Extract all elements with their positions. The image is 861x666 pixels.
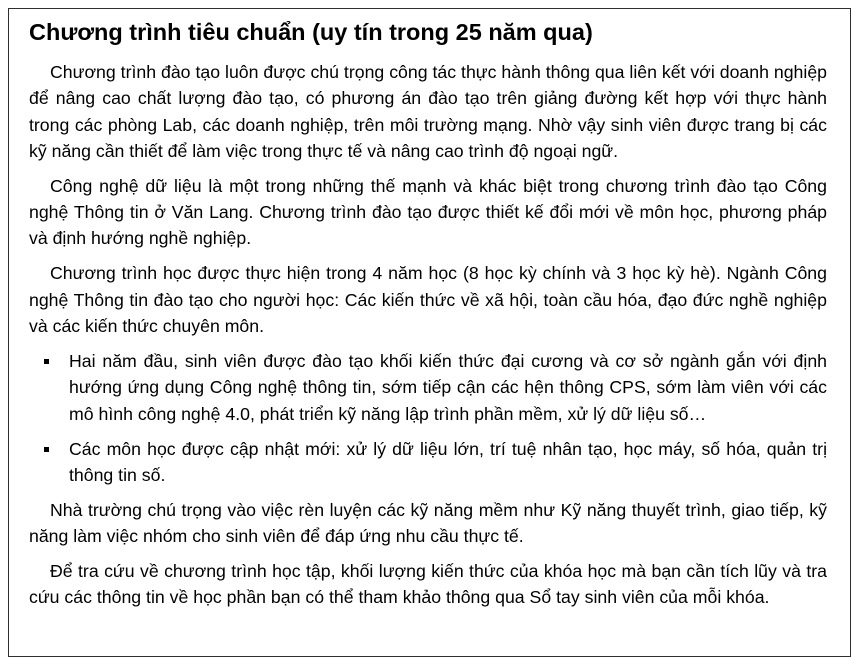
document-title: Chương trình tiêu chuẩn (uy tín trong 25 năm qua): [29, 19, 593, 45]
list-item-text: Hai năm đầu, sinh viên được đào tạo khối kiến thức đại cương và cơ sở ngành gắn với định hướng ứng dụng Công nghệ thông tin, sớm tiếp cận các hện thông CPS, sớm làm viên với các mô hình công nghệ 4.0, phát triển kỹ năng lập trình phần mềm, xử lý dữ liệu số…: [69, 351, 827, 424]
paragraph-practice: Chương trình đào tạo luôn được chú trọng công tác thực hành thông qua liên kết với doanh nghiệp để nâng cao chất lượng đào tạo, có phương án đào tạo trên giảng đường kết hợp với thực hành trong các phòng Lab, các doanh nghiệp, trên môi trường mạng. Nhờ vậy sinh viên được trang bị các kỹ năng cần thiết để làm việc trong thực tế và nâng cao trình độ ngoại ngữ.: [29, 62, 827, 161]
list-item: [29, 436, 827, 489]
square-bullet-icon: [44, 447, 49, 452]
square-bullet-icon: [44, 359, 49, 364]
paragraph-program-duration: Chương trình học được thực hiện trong 4 năm học (8 học kỳ chính và 3 học kỳ hè). Ngành Công nghệ Thông tin đào tạo cho người học: Các kiến thức về xã hội, toàn cầu hóa, đạo đức nghề nghiệp và các kiến thức chuyên môn.: [29, 263, 827, 337]
paragraph-soft-skills: Nhà trường chú trọng vào việc rèn luyện các kỹ năng mềm như Kỹ năng thuyết trình, giao tiếp, kỹ năng làm việc nhóm cho sinh viên để đáp ứng nhu cầu thực tế.: [29, 499, 827, 547]
list-item: [29, 348, 827, 427]
document-frame: [8, 8, 851, 657]
list-item-text: Các môn học được cập nhật mới: xử lý dữ liệu lớn, trí tuệ nhân tạo, học máy, số hóa, quản trị thông tin số.: [69, 438, 827, 485]
paragraph-student-handbook: Để tra cứu về chương trình học tập, khối lượng kiến thức của khóa học mà bạn cần tích lũy và tra cứu các thông tin về học phần bạn có thể tham khảo thông qua Sổ tay sinh viên của mỗi khóa.: [29, 561, 827, 608]
bullet-list: [29, 348, 827, 488]
paragraph-data-technology: Công nghệ dữ liệu là một trong những thế mạnh và khác biệt trong chương trình đào tạo Công nghệ Thông tin ở Văn Lang. Chương trình đào tạo được thiết kế đổi mới về môn học, phương pháp và định hướng nghề nghiệp.: [29, 175, 827, 249]
